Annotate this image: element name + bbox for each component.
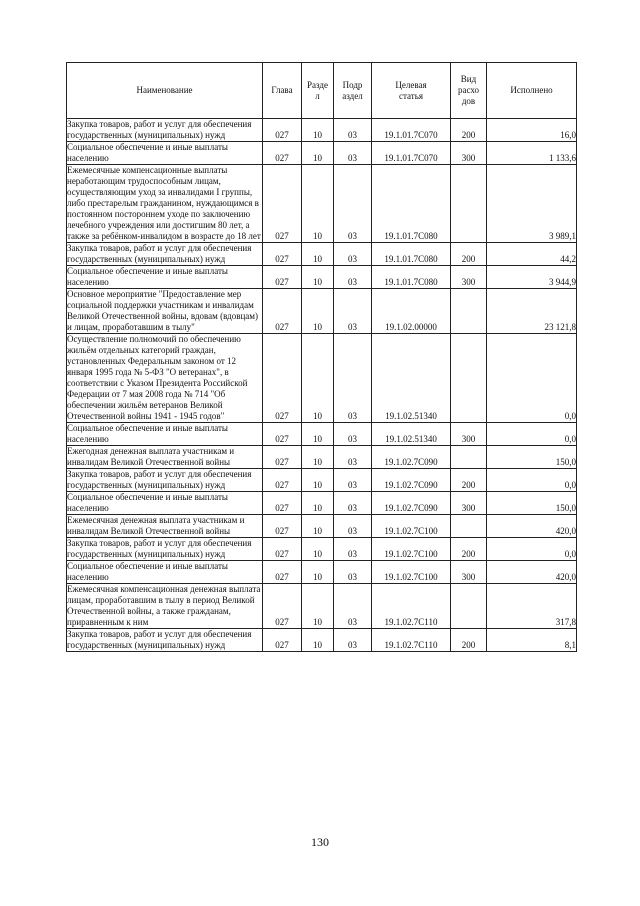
row-amount: 8,1 [487, 629, 577, 652]
table-row [67, 334, 577, 423]
table-header-row [67, 63, 577, 119]
row-type: 200 [451, 243, 487, 266]
row-target: 19.1.01.7С080 [372, 165, 451, 243]
row-subsection: 03 [334, 334, 372, 423]
table-row [67, 469, 577, 492]
row-section: 10 [302, 119, 334, 142]
table-row [67, 266, 577, 289]
row-name: Социальное обеспечение и иные выплаты населению [67, 561, 263, 584]
row-subsection: 03 [334, 119, 372, 142]
row-type: 200 [451, 119, 487, 142]
row-subsection: 03 [334, 584, 372, 629]
table-row [67, 119, 577, 142]
row-target: 19.1.01.7С070 [372, 119, 451, 142]
row-target: 19.1.01.7С070 [372, 142, 451, 165]
row-chapter: 027 [263, 629, 302, 652]
row-amount: 3 944,9 [487, 266, 577, 289]
row-type: 200 [451, 538, 487, 561]
row-type [451, 289, 487, 334]
row-name: Основное мероприятие "Предоставление мер социальной поддержки участникам и инвалидам Великой Отечественной войны, вдовам (вдовцам) и лицам, проработавшим в тылу" [67, 289, 263, 334]
row-target: 19.1.02.7С090 [372, 446, 451, 469]
row-type: 200 [451, 469, 487, 492]
row-chapter: 027 [263, 584, 302, 629]
header-expense-type: Вид расхо дов [451, 63, 487, 119]
row-name: Социальное обеспечение и иные выплаты населению [67, 492, 263, 515]
row-amount: 150,0 [487, 446, 577, 469]
table-row [67, 584, 577, 629]
row-target: 19.1.01.7С080 [372, 243, 451, 266]
row-type [451, 584, 487, 629]
row-name: Ежемесячная компенсационная денежная выплата лицам, проработавшим в тылу в период Великой Отечественной войны, а также гражданам, приравненным к ним [67, 584, 263, 629]
row-name: Закупка товаров, работ и услуг для обеспечения государственных (муниципальных) нужд [67, 629, 263, 652]
row-subsection: 03 [334, 243, 372, 266]
table-row [67, 561, 577, 584]
row-section: 10 [302, 492, 334, 515]
row-subsection: 03 [334, 266, 372, 289]
row-subsection: 03 [334, 142, 372, 165]
row-type [451, 165, 487, 243]
header-section: Разде л [302, 63, 334, 119]
table-row [67, 243, 577, 266]
row-subsection: 03 [334, 492, 372, 515]
page-number: 130 [311, 835, 329, 849]
row-type: 300 [451, 561, 487, 584]
row-target: 19.1.02.7С110 [372, 584, 451, 629]
row-section: 10 [302, 584, 334, 629]
row-name: Ежемесячная денежная выплата участникам и инвалидам Великой Отечественной войны [67, 515, 263, 538]
row-subsection: 03 [334, 515, 372, 538]
row-chapter: 027 [263, 165, 302, 243]
row-chapter: 027 [263, 538, 302, 561]
row-section: 10 [302, 334, 334, 423]
row-subsection: 03 [334, 629, 372, 652]
row-target: 19.1.02.7С100 [372, 538, 451, 561]
row-subsection: 03 [334, 165, 372, 243]
table-row [67, 165, 577, 243]
row-amount: 150,0 [487, 492, 577, 515]
row-name: Ежемесячные компенсационные выплаты неработающим трудоспособным лицам, осуществляющим уход за инвалидами I группы, либо престарелым гражданином, нуждающимся в постоянном постороннем уходе по заключению лечебного учреждения или достигшим 80 лет, а также за ребёнком-инвалидом в возрасте до 18 лет [67, 165, 261, 241]
row-type [451, 334, 487, 423]
row-amount: 317,8 [487, 584, 577, 629]
header-target-article: Целевая статья [372, 63, 451, 119]
row-amount: 16,0 [487, 119, 577, 142]
row-type [451, 515, 487, 538]
row-chapter: 027 [263, 492, 302, 515]
row-name: Закупка товаров, работ и услуг для обеспечения государственных (муниципальных) нужд [67, 469, 263, 492]
row-section: 10 [302, 142, 334, 165]
row-chapter: 027 [263, 142, 302, 165]
row-chapter: 027 [263, 561, 302, 584]
row-section: 10 [302, 266, 334, 289]
row-name: Ежегодная денежная выплата участникам и инвалидам Великой Отечественной войны [67, 446, 263, 469]
row-target: 19.1.02.51340 [372, 334, 451, 423]
row-chapter: 027 [263, 119, 302, 142]
row-amount: 3 989,1 [487, 165, 577, 243]
header-chapter: Глава [263, 63, 302, 119]
row-name: Закупка товаров, работ и услуг для обеспечения государственных (муниципальных) нужд [67, 243, 263, 266]
row-type: 300 [451, 423, 487, 446]
row-chapter: 027 [263, 423, 302, 446]
row-section: 10 [302, 446, 334, 469]
table-row [67, 446, 577, 469]
row-subsection: 03 [334, 289, 372, 334]
row-target: 19.1.02.51340 [372, 423, 451, 446]
row-subsection: 03 [334, 561, 372, 584]
row-section: 10 [302, 469, 334, 492]
row-section: 10 [302, 423, 334, 446]
row-target: 19.1.01.7С080 [372, 266, 451, 289]
table-row [67, 423, 577, 446]
row-target: 19.1.02.7С100 [372, 515, 451, 538]
row-chapter: 027 [263, 334, 302, 423]
row-target: 19.1.02.7С110 [372, 629, 451, 652]
row-subsection: 03 [334, 423, 372, 446]
row-chapter: 027 [263, 243, 302, 266]
row-name: Закупка товаров, работ и услуг для обеспечения государственных (муниципальных) нужд [67, 538, 263, 561]
table-row [67, 538, 577, 561]
table-row [67, 142, 577, 165]
row-name: Социальное обеспечение и иные выплаты населению [67, 142, 263, 165]
row-section: 10 [302, 515, 334, 538]
row-chapter: 027 [263, 289, 302, 334]
header-subsection: Подр аздел [334, 63, 372, 119]
table-row [67, 492, 577, 515]
row-chapter: 027 [263, 515, 302, 538]
row-type: 300 [451, 492, 487, 515]
row-section: 10 [302, 538, 334, 561]
table-row [67, 629, 577, 652]
row-name: Социальное обеспечение и иные выплаты населению [67, 423, 263, 446]
row-name: Социальное обеспечение и иные выплаты населению [67, 266, 263, 289]
budget-table [66, 62, 577, 652]
row-subsection: 03 [334, 538, 372, 561]
row-amount: 23 121,8 [487, 289, 577, 334]
table-row [67, 289, 577, 334]
row-chapter: 027 [263, 469, 302, 492]
row-amount: 1 133,6 [487, 142, 577, 165]
row-type: 300 [451, 266, 487, 289]
row-amount: 0,0 [487, 334, 577, 423]
row-subsection: 03 [334, 446, 372, 469]
row-amount: 420,0 [487, 515, 577, 538]
row-type [451, 446, 487, 469]
row-target: 19.1.02.00000 [372, 289, 451, 334]
row-target: 19.1.02.7С100 [372, 561, 451, 584]
row-section: 10 [302, 165, 334, 243]
row-section: 10 [302, 243, 334, 266]
row-amount: 420,0 [487, 561, 577, 584]
header-executed: Исполнено [487, 63, 577, 119]
row-amount: 0,0 [487, 469, 577, 492]
row-section: 10 [302, 289, 334, 334]
row-section: 10 [302, 561, 334, 584]
row-target: 19.1.02.7С090 [372, 469, 451, 492]
row-name: Осуществление полномочий по обеспечению жильём отдельных категорий граждан, установленных Федеральным законом от 12 января 1995 года № 5-ФЗ "О ветеранах", в соответствии с Указом Президента Российской Федерации от 7 мая 2008 года № 714 "Об обеспечении жильём ветеранов Великой Отечественной войны 1941 - 1945 годов" [67, 334, 263, 423]
table-row [67, 515, 577, 538]
row-section: 10 [302, 629, 334, 652]
row-amount: 0,0 [487, 538, 577, 561]
row-subsection: 03 [334, 469, 372, 492]
header-name: Наименование [67, 63, 263, 119]
row-name: Закупка товаров, работ и услуг для обеспечения государственных (муниципальных) нужд [67, 119, 263, 142]
row-amount: 44,2 [487, 243, 577, 266]
row-target: 19.1.02.7С090 [372, 492, 451, 515]
row-type: 300 [451, 142, 487, 165]
row-chapter: 027 [263, 446, 302, 469]
row-type: 200 [451, 629, 487, 652]
row-chapter: 027 [263, 266, 302, 289]
row-amount: 0,0 [487, 423, 577, 446]
